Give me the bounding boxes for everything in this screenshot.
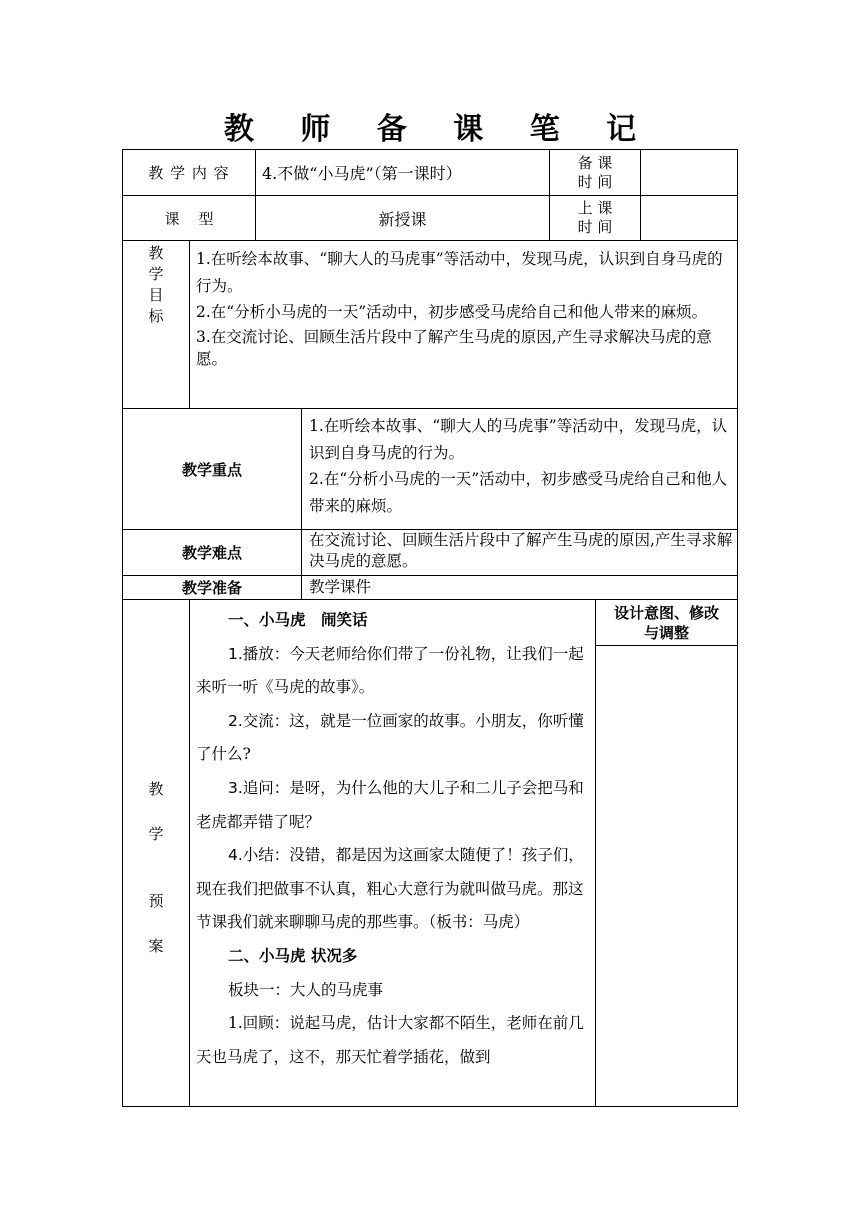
step-number: 3.	[228, 778, 243, 797]
class-time-label	[550, 196, 640, 240]
section-heading: 二、小马虎 状况多	[228, 946, 358, 965]
goals-label-char: 教	[148, 244, 164, 262]
key-point-item: 2.在“分析小马虎的一天”活动中，初步感受马虎给自己和他人带来的麻烦。	[309, 470, 728, 515]
step-text: 播放：今天老师给你们带了一份礼物，让我们一起来听一听《马虎的故事》。	[196, 644, 584, 697]
plan-label-char: 案	[148, 937, 164, 955]
class-time-value	[641, 196, 737, 240]
goal-item: 3.在交流讨论、回顾生活片段中了解产生马虎的原因,产生寻求解决马虎的意愿。	[196, 327, 712, 368]
plan-step: 1.回顾：说起马虎，估计大家都不陌生，老师在前几天也马虎了，这不，那天忙着学插花，做到	[196, 1014, 584, 1066]
plan-step	[196, 839, 590, 940]
difficulties-label: 教学难点	[181, 544, 242, 562]
section-heading: 一、小马虎 闹笑话	[228, 611, 368, 629]
page-title: 教 师 备 课 笔 记	[223, 112, 655, 147]
plan-body	[196, 604, 590, 1074]
class-time-label-line1: 上 课	[577, 199, 613, 217]
key-points-list	[309, 413, 733, 519]
key-points-label: 教学重点	[181, 460, 242, 479]
plan-label	[123, 778, 189, 957]
goals-label	[123, 241, 189, 351]
class-time-label-line2: 时 间	[577, 218, 613, 236]
content-value: 4.不做“小马虎”（第一课时）	[262, 164, 462, 183]
content-label: 教 学 内 容	[148, 164, 230, 182]
plan-step	[196, 638, 590, 705]
prep-time-label-line2: 时 间	[577, 172, 613, 191]
design-intent-header: 设计意图、修改与调整	[613, 603, 719, 642]
plan-label-char: 学	[148, 825, 164, 843]
plan-label-char: 预	[148, 892, 164, 910]
block-title: 板块一：大人的马虎事	[228, 980, 384, 999]
step-number: 4.	[228, 846, 243, 865]
goal-item: 2.在“分析小马虎的一天”活动中，初步感受马虎给自己和他人带来的麻烦。	[196, 303, 708, 321]
prep-time-value	[641, 150, 737, 195]
plan-label-char: 教	[148, 780, 164, 798]
step-text: 小结：没错，都是因为这画家太随便了！孩子们，现在我们把做事不认真，粗心大意行为就叫做马虎。那这节课我们就来聊聊马虎的那些事。（板书：马虎）	[196, 846, 584, 932]
goals-label-char: 标	[148, 307, 164, 325]
step-number: 1.	[228, 644, 243, 663]
preparation-text: 教学课件	[309, 578, 372, 596]
prep-time-label-line1: 备 课	[577, 153, 613, 172]
goals-label-char: 学	[148, 265, 164, 283]
goals-list	[196, 246, 733, 370]
step-number: 2.	[228, 711, 243, 730]
plan-step	[196, 772, 590, 839]
difficulties-text: 在交流讨论、回顾生活片段中了解产生马虎的原因,产生寻求解决马虎的意愿。	[309, 531, 733, 570]
prep-time-label	[550, 150, 640, 195]
goals-label-char: 目	[148, 286, 164, 304]
preparation-label: 教学准备	[181, 579, 242, 597]
type-label: 课 型	[164, 209, 214, 228]
plan-step	[196, 705, 590, 772]
goal-item: 1.在听绘本故事、“聊大人的马虎事”等活动中，发现马虎，认识到自身马虎的行为。	[196, 250, 723, 295]
step-text: 追问：是呀，为什么他的大儿子和二儿子会把马和老虎都弄错了呢？	[196, 778, 584, 831]
type-value: 新授课	[378, 209, 427, 229]
step-text: 交流：这，就是一位画家的故事。小朋友，你听懂了什么?	[196, 711, 584, 764]
key-point-item: 1.在听绘本故事、“聊大人的马虎事”等活动中，发现马虎，认识到自身马虎的行为。	[309, 417, 728, 462]
